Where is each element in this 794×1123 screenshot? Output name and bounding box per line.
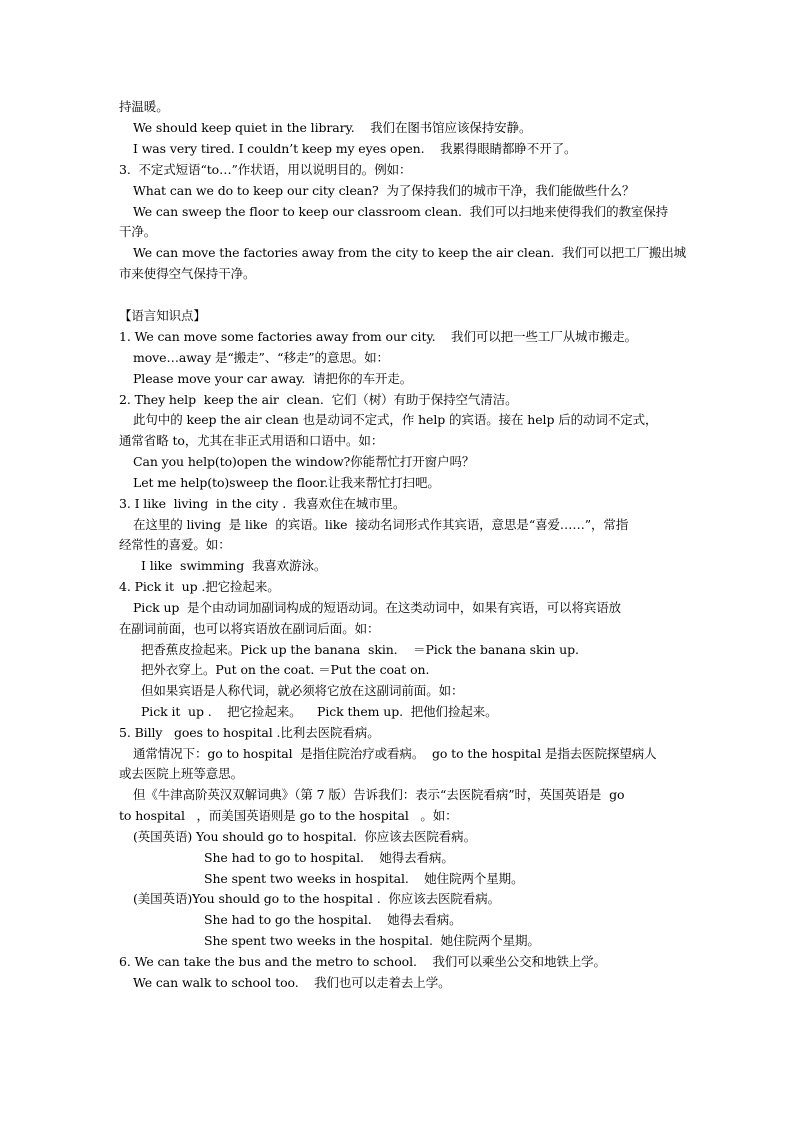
text-line: Pick up 是个由动词加副词构成的短语动词。在这类动词中，如果有宾语，可以将宾语放 — [133, 600, 622, 615]
text-line: 3. 不定式短语“to…”作状语，用以说明目的。例如： — [119, 162, 412, 177]
text-line: 干净。 — [119, 224, 157, 239]
text-line: move…away 是“搬走”、“移走”的意思。如： — [133, 350, 389, 365]
text-line: I like swimming 我喜欢游泳。 — [141, 558, 327, 573]
text-line: to hospital ，而美国英语则是 go to the hospital 。如： — [119, 808, 458, 823]
text-line: 2. They help keep the air clean. 它们（树）有助于保持空气清洁。 — [119, 392, 518, 407]
text-line: She spent two weeks in the hospital. 她住院两个星期。 — [204, 933, 540, 948]
text-line: I was very tired. I couldn’t keep my eyes open. 我累得眼睛都睁不开了。 — [133, 141, 577, 156]
text-line: What can we do to keep our city clean? 为了保持我们的城市干净，我们能做些什么？ — [133, 183, 635, 198]
section-heading: 【语言知识点】 — [119, 308, 206, 323]
text-line: We can sweep the floor to keep our classroom clean. 我们可以扫地来使得我们的教室保持 — [133, 204, 669, 219]
text-line: We should keep quiet in the library. 我们在图书馆应该保持安静。 — [133, 120, 532, 135]
text-line: 但如果宾语是人称代词，就必须将它放在这副词前面。如： — [141, 683, 464, 698]
text-line: 3. I like living in the city . 我喜欢住在城市里。 — [119, 496, 406, 511]
text-line: 6. We can take the bus and the metro to school. 我们可以乘坐公交和地铁上学。 — [119, 954, 606, 969]
text-line: 把香蕉皮捡起来。Pick up the banana skin. ＝Pick the banana skin up. — [141, 642, 579, 657]
text-line: 在这里的 living 是 like 的宾语。like 接动名词形式作其宾语，意思是“喜爱……”，常指 — [133, 517, 629, 532]
text-line: 但《牛津高阶英汉双解词典》（第 7 版）告诉我们：表示“去医院看病”时，英国英语是 go — [133, 787, 625, 802]
text-line: 市来使得空气保持干净。 — [119, 266, 256, 281]
text-line: 在副词前面，也可以将宾语放在副词后面。如： — [119, 621, 380, 636]
text-line: (美国英语)You should go to the hospital . 你应该去医院看病。 — [133, 891, 501, 906]
text-line: 1. We can move some factories away from our city. 我们可以把一些工厂从城市搬走。 — [119, 329, 638, 344]
text-line: She had to go to hospital. 她得去看病。 — [204, 850, 454, 865]
text-line: We can walk to school too. 我们也可以走着去上学。 — [133, 975, 451, 990]
text-line: 持温暖。 — [119, 99, 169, 114]
text-line: 5. Billy goes to hospital .比利去医院看病。 — [119, 725, 380, 740]
text-line: (英国英语) You should go to hospital. 你应该去医院看病。 — [133, 829, 476, 844]
text-line: 把外衣穿上。Put on the coat. ＝Put the coat on. — [141, 662, 430, 677]
text-line: 此句中的 keep the air clean 也是动词不定式，作 help 的宾语。接在 help 后的动词不定式， — [133, 412, 658, 427]
text-line: 或去医院上班等意思。 — [119, 766, 244, 781]
text-line: She spent two weeks in hospital. 她住院两个星期。 — [204, 871, 524, 886]
text-line: 通常省略 to，尤其在非正式用语和口语中。如： — [119, 433, 384, 448]
text-line: She had to go the hospital. 她得去看病。 — [204, 912, 462, 927]
text-line: Please move your car away. 请把你的车开走。 — [133, 371, 413, 386]
text-line: 经常性的喜爱。如： — [119, 537, 231, 552]
text-line: Pick it up . 把它捡起来。 Pick them up. 把他们捡起来。 — [141, 704, 498, 719]
text-line: Can you help(to)open the window?你能帮忙打开窗户吗？ — [133, 454, 475, 469]
text-line: 4. Pick it up .把它捡起来。 — [119, 579, 280, 594]
text-line: We can move the factories away from the city to keep the air clean. 我们可以把工厂搬出城 — [133, 245, 687, 260]
text-line: Let me help(to)sweep the floor.让我来帮忙打扫吧。 — [133, 475, 440, 490]
text-line: 通常情况下：go to hospital 是指住院治疗或看病。 go to the hospital 是指去医院探望病人 — [133, 746, 657, 761]
